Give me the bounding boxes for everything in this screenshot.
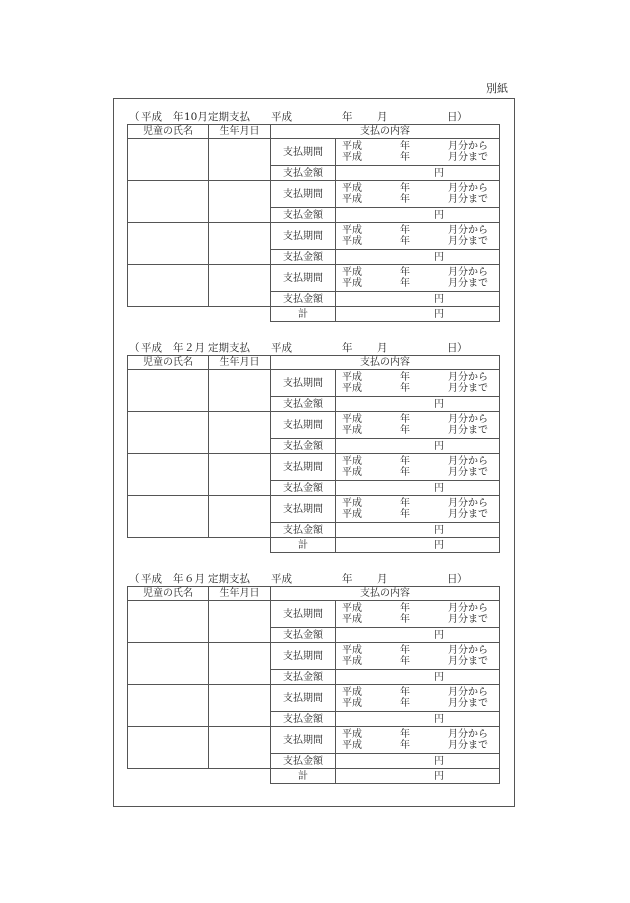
period-from-year: 年	[400, 372, 410, 383]
period-to-year: 年	[400, 383, 410, 394]
amount-label: 支払金額	[271, 397, 336, 412]
period-to-month: 月分まで	[448, 236, 488, 247]
amount-label: 支払金額	[271, 439, 336, 454]
title-close-paren: ）	[457, 342, 468, 354]
period-from-year: 年	[400, 183, 410, 194]
period-from-year: 年	[400, 141, 410, 152]
document-label: 別紙	[486, 82, 508, 95]
period-from-era: 平成	[342, 414, 362, 425]
amount-label: 支払金額	[271, 754, 336, 769]
header-payment-content: 支払の内容	[271, 125, 500, 139]
title-era: 平成	[141, 573, 162, 585]
period-cell[interactable]	[336, 181, 500, 208]
period-cell[interactable]	[336, 496, 500, 523]
period-to-era: 平成	[342, 152, 362, 163]
period-to-era: 平成	[342, 236, 362, 247]
period-from-month: 月分から	[448, 141, 488, 152]
period-to-month: 月分まで	[448, 656, 488, 667]
amount-label: 支払金額	[271, 523, 336, 538]
period-cell[interactable]	[336, 643, 500, 670]
title-date-day: 日	[447, 573, 458, 585]
period-label: 支払期間	[271, 223, 336, 250]
amount-label: 支払金額	[271, 712, 336, 727]
table-header-row	[128, 125, 500, 139]
child-period-row	[128, 370, 500, 397]
child-birth-cell[interactable]	[209, 727, 271, 769]
period-from-month: 月分から	[448, 267, 488, 278]
amount-cell[interactable]	[336, 439, 500, 454]
amount-cell[interactable]	[336, 523, 500, 538]
header-payment-content: 支払の内容	[271, 587, 500, 601]
table-header-row	[128, 356, 500, 370]
amount-cell[interactable]	[336, 208, 500, 223]
amount-yen: 円	[434, 251, 444, 263]
payment-table	[127, 355, 500, 553]
amount-cell[interactable]	[336, 628, 500, 643]
period-to-year: 年	[400, 614, 410, 625]
period-label: 支払期間	[271, 496, 336, 523]
header-birth-date: 生年月日	[209, 587, 271, 601]
amount-label: 支払金額	[271, 628, 336, 643]
period-to-era: 平成	[342, 278, 362, 289]
period-from-month: 月分から	[448, 225, 488, 236]
total-yen: 円	[434, 308, 444, 320]
child-period-row	[128, 496, 500, 523]
child-name-cell[interactable]	[128, 370, 209, 412]
child-period-row	[128, 685, 500, 712]
title-date-day: 日	[447, 342, 458, 354]
period-to-month: 月分まで	[448, 383, 488, 394]
period-to-year: 年	[400, 194, 410, 205]
title-close-paren: ）	[457, 573, 468, 585]
period-to-month: 月分まで	[448, 509, 488, 520]
title-era: 平成	[141, 111, 162, 123]
amount-label: 支払金額	[271, 670, 336, 685]
period-from-month: 月分から	[448, 372, 488, 383]
amount-cell[interactable]	[336, 250, 500, 265]
period-from-era: 平成	[342, 645, 362, 656]
period-to-era: 平成	[342, 740, 362, 751]
period-label: 支払期間	[271, 643, 336, 670]
child-name-cell[interactable]	[128, 685, 209, 727]
period-label: 支払期間	[271, 685, 336, 712]
period-cell[interactable]	[336, 265, 500, 292]
amount-yen: 円	[434, 398, 444, 410]
child-birth-cell[interactable]	[209, 601, 271, 643]
child-period-row	[128, 223, 500, 250]
period-cell[interactable]	[336, 727, 500, 754]
period-to-era: 平成	[342, 425, 362, 436]
period-to-era: 平成	[342, 194, 362, 205]
period-to-month: 月分まで	[448, 194, 488, 205]
payment-table-body	[128, 125, 500, 322]
period-to-era: 平成	[342, 383, 362, 394]
section-title	[127, 572, 499, 586]
period-label: 支払期間	[271, 601, 336, 628]
period-cell[interactable]	[336, 370, 500, 397]
amount-label: 支払金額	[271, 250, 336, 265]
child-name-cell[interactable]	[128, 601, 209, 643]
child-name-cell[interactable]	[128, 643, 209, 685]
period-to-year: 年	[400, 236, 410, 247]
period-label: 支払期間	[271, 181, 336, 208]
period-to-year: 年	[400, 740, 410, 751]
period-from-era: 平成	[342, 225, 362, 236]
title-payment-month: ２月	[184, 342, 205, 354]
amount-yen: 円	[434, 167, 444, 179]
total-label: 計	[271, 307, 336, 322]
child-name-cell[interactable]	[128, 412, 209, 454]
header-birth-date: 生年月日	[209, 125, 271, 139]
period-label: 支払期間	[271, 370, 336, 397]
period-cell[interactable]	[336, 223, 500, 250]
total-amount-cell[interactable]	[336, 307, 500, 322]
period-to-month: 月分まで	[448, 698, 488, 709]
period-cell[interactable]	[336, 139, 500, 166]
period-label: 支払期間	[271, 139, 336, 166]
title-date-year: 年	[342, 573, 353, 585]
title-open-paren: （	[129, 573, 140, 585]
period-from-year: 年	[400, 267, 410, 278]
child-name-cell[interactable]	[128, 496, 209, 538]
header-birth-date: 生年月日	[209, 356, 271, 370]
period-to-era: 平成	[342, 656, 362, 667]
period-to-year: 年	[400, 467, 410, 478]
title-date-month: 月	[377, 342, 388, 354]
title-payment-suffix: 定期支払	[208, 342, 250, 354]
period-to-month: 月分まで	[448, 278, 488, 289]
amount-yen: 円	[434, 713, 444, 725]
period-label: 支払期間	[271, 454, 336, 481]
title-open-paren: （	[129, 342, 140, 354]
title-date-era: 平成	[271, 573, 292, 585]
amount-yen: 円	[434, 482, 444, 494]
period-from-year: 年	[400, 729, 410, 740]
period-cell[interactable]	[336, 601, 500, 628]
title-payment-month: ６月	[184, 573, 205, 585]
period-to-month: 月分まで	[448, 152, 488, 163]
period-from-year: 年	[400, 414, 410, 425]
total-yen: 円	[434, 770, 444, 782]
title-payment-month: 10月	[184, 111, 208, 123]
child-period-row	[128, 454, 500, 481]
period-to-month: 月分まで	[448, 614, 488, 625]
title-open-paren: （	[129, 111, 140, 123]
total-row	[128, 538, 500, 553]
amount-yen: 円	[434, 293, 444, 305]
total-row	[128, 307, 500, 322]
total-yen: 円	[434, 539, 444, 551]
child-birth-cell[interactable]	[209, 181, 271, 223]
amount-cell[interactable]	[336, 166, 500, 181]
period-to-month: 月分まで	[448, 740, 488, 751]
amount-cell[interactable]	[336, 670, 500, 685]
child-birth-cell[interactable]	[209, 496, 271, 538]
payment-section	[127, 341, 499, 553]
child-birth-cell[interactable]	[209, 370, 271, 412]
period-from-year: 年	[400, 687, 410, 698]
amount-cell[interactable]	[336, 292, 500, 307]
amount-cell[interactable]	[336, 754, 500, 769]
amount-label: 支払金額	[271, 481, 336, 496]
amount-cell[interactable]	[336, 481, 500, 496]
period-to-era: 平成	[342, 614, 362, 625]
period-to-year: 年	[400, 698, 410, 709]
payment-section	[127, 572, 499, 784]
period-to-year: 年	[400, 278, 410, 289]
period-to-month: 月分まで	[448, 425, 488, 436]
amount-cell[interactable]	[336, 397, 500, 412]
period-from-month: 月分から	[448, 729, 488, 740]
title-era: 平成	[141, 342, 162, 354]
period-from-era: 平成	[342, 498, 362, 509]
period-from-month: 月分から	[448, 645, 488, 656]
child-birth-cell[interactable]	[209, 685, 271, 727]
payment-table-body	[128, 356, 500, 553]
total-amount-cell[interactable]	[336, 538, 500, 553]
period-from-era: 平成	[342, 141, 362, 152]
period-to-year: 年	[400, 656, 410, 667]
child-period-row	[128, 412, 500, 439]
period-from-month: 月分から	[448, 603, 488, 614]
period-to-era: 平成	[342, 467, 362, 478]
period-to-era: 平成	[342, 509, 362, 520]
period-from-era: 平成	[342, 183, 362, 194]
child-name-cell[interactable]	[128, 265, 209, 307]
header-payment-content: 支払の内容	[271, 356, 500, 370]
child-period-row	[128, 265, 500, 292]
amount-yen: 円	[434, 209, 444, 221]
child-name-cell[interactable]	[128, 223, 209, 265]
period-label: 支払期間	[271, 727, 336, 754]
child-period-row	[128, 601, 500, 628]
section-title	[127, 110, 499, 124]
period-to-year: 年	[400, 152, 410, 163]
period-to-year: 年	[400, 425, 410, 436]
amount-yen: 円	[434, 671, 444, 683]
child-birth-cell[interactable]	[209, 265, 271, 307]
amount-yen: 円	[434, 524, 444, 536]
title-era-year: 年	[173, 342, 184, 354]
amount-label: 支払金額	[271, 208, 336, 223]
child-period-row	[128, 727, 500, 754]
title-date-day: 日	[447, 111, 458, 123]
amount-yen: 円	[434, 755, 444, 767]
payment-table	[127, 124, 500, 322]
period-from-era: 平成	[342, 456, 362, 467]
period-from-era: 平成	[342, 687, 362, 698]
period-label: 支払期間	[271, 265, 336, 292]
total-amount-cell[interactable]	[336, 769, 500, 784]
period-from-year: 年	[400, 456, 410, 467]
period-from-month: 月分から	[448, 414, 488, 425]
period-cell[interactable]	[336, 685, 500, 712]
child-name-cell[interactable]	[128, 139, 209, 181]
child-period-row	[128, 643, 500, 670]
title-date-era: 平成	[271, 342, 292, 354]
title-date-year: 年	[342, 342, 353, 354]
title-era-year: 年	[173, 573, 184, 585]
period-from-era: 平成	[342, 729, 362, 740]
period-cell[interactable]	[336, 454, 500, 481]
period-label: 支払期間	[271, 412, 336, 439]
amount-cell[interactable]	[336, 712, 500, 727]
period-to-year: 年	[400, 509, 410, 520]
total-label: 計	[271, 769, 336, 784]
payment-table-body	[128, 587, 500, 784]
period-from-era: 平成	[342, 372, 362, 383]
amount-yen: 円	[434, 440, 444, 452]
amount-label: 支払金額	[271, 166, 336, 181]
title-era-year: 年	[173, 111, 184, 123]
period-cell[interactable]	[336, 412, 500, 439]
amount-label: 支払金額	[271, 292, 336, 307]
title-date-month: 月	[377, 111, 388, 123]
period-from-year: 年	[400, 603, 410, 614]
child-period-row	[128, 181, 500, 208]
period-from-era: 平成	[342, 267, 362, 278]
child-birth-cell[interactable]	[209, 223, 271, 265]
period-from-year: 年	[400, 225, 410, 236]
period-to-month: 月分まで	[448, 467, 488, 478]
period-from-era: 平成	[342, 603, 362, 614]
child-name-cell[interactable]	[128, 727, 209, 769]
header-child-name: 児童の氏名	[128, 125, 209, 139]
title-date-month: 月	[377, 573, 388, 585]
header-child-name: 児童の氏名	[128, 587, 209, 601]
amount-yen: 円	[434, 629, 444, 641]
table-header-row	[128, 587, 500, 601]
total-row	[128, 769, 500, 784]
payment-table	[127, 586, 500, 784]
period-from-month: 月分から	[448, 498, 488, 509]
title-date-era: 平成	[271, 111, 292, 123]
section-title	[127, 341, 499, 355]
child-name-cell[interactable]	[128, 181, 209, 223]
period-to-era: 平成	[342, 698, 362, 709]
title-date-year: 年	[342, 111, 353, 123]
period-from-year: 年	[400, 498, 410, 509]
payment-section	[127, 110, 499, 322]
total-label: 計	[271, 538, 336, 553]
child-name-cell[interactable]	[128, 454, 209, 496]
child-birth-cell[interactable]	[209, 412, 271, 454]
period-from-month: 月分から	[448, 687, 488, 698]
period-from-month: 月分から	[448, 183, 488, 194]
header-child-name: 児童の氏名	[128, 356, 209, 370]
child-birth-cell[interactable]	[209, 454, 271, 496]
child-birth-cell[interactable]	[209, 643, 271, 685]
title-payment-suffix: 定期支払	[208, 111, 250, 123]
child-period-row	[128, 139, 500, 166]
title-close-paren: ）	[457, 111, 468, 123]
period-from-month: 月分から	[448, 456, 488, 467]
child-birth-cell[interactable]	[209, 139, 271, 181]
period-from-year: 年	[400, 645, 410, 656]
title-payment-suffix: 定期支払	[208, 573, 250, 585]
